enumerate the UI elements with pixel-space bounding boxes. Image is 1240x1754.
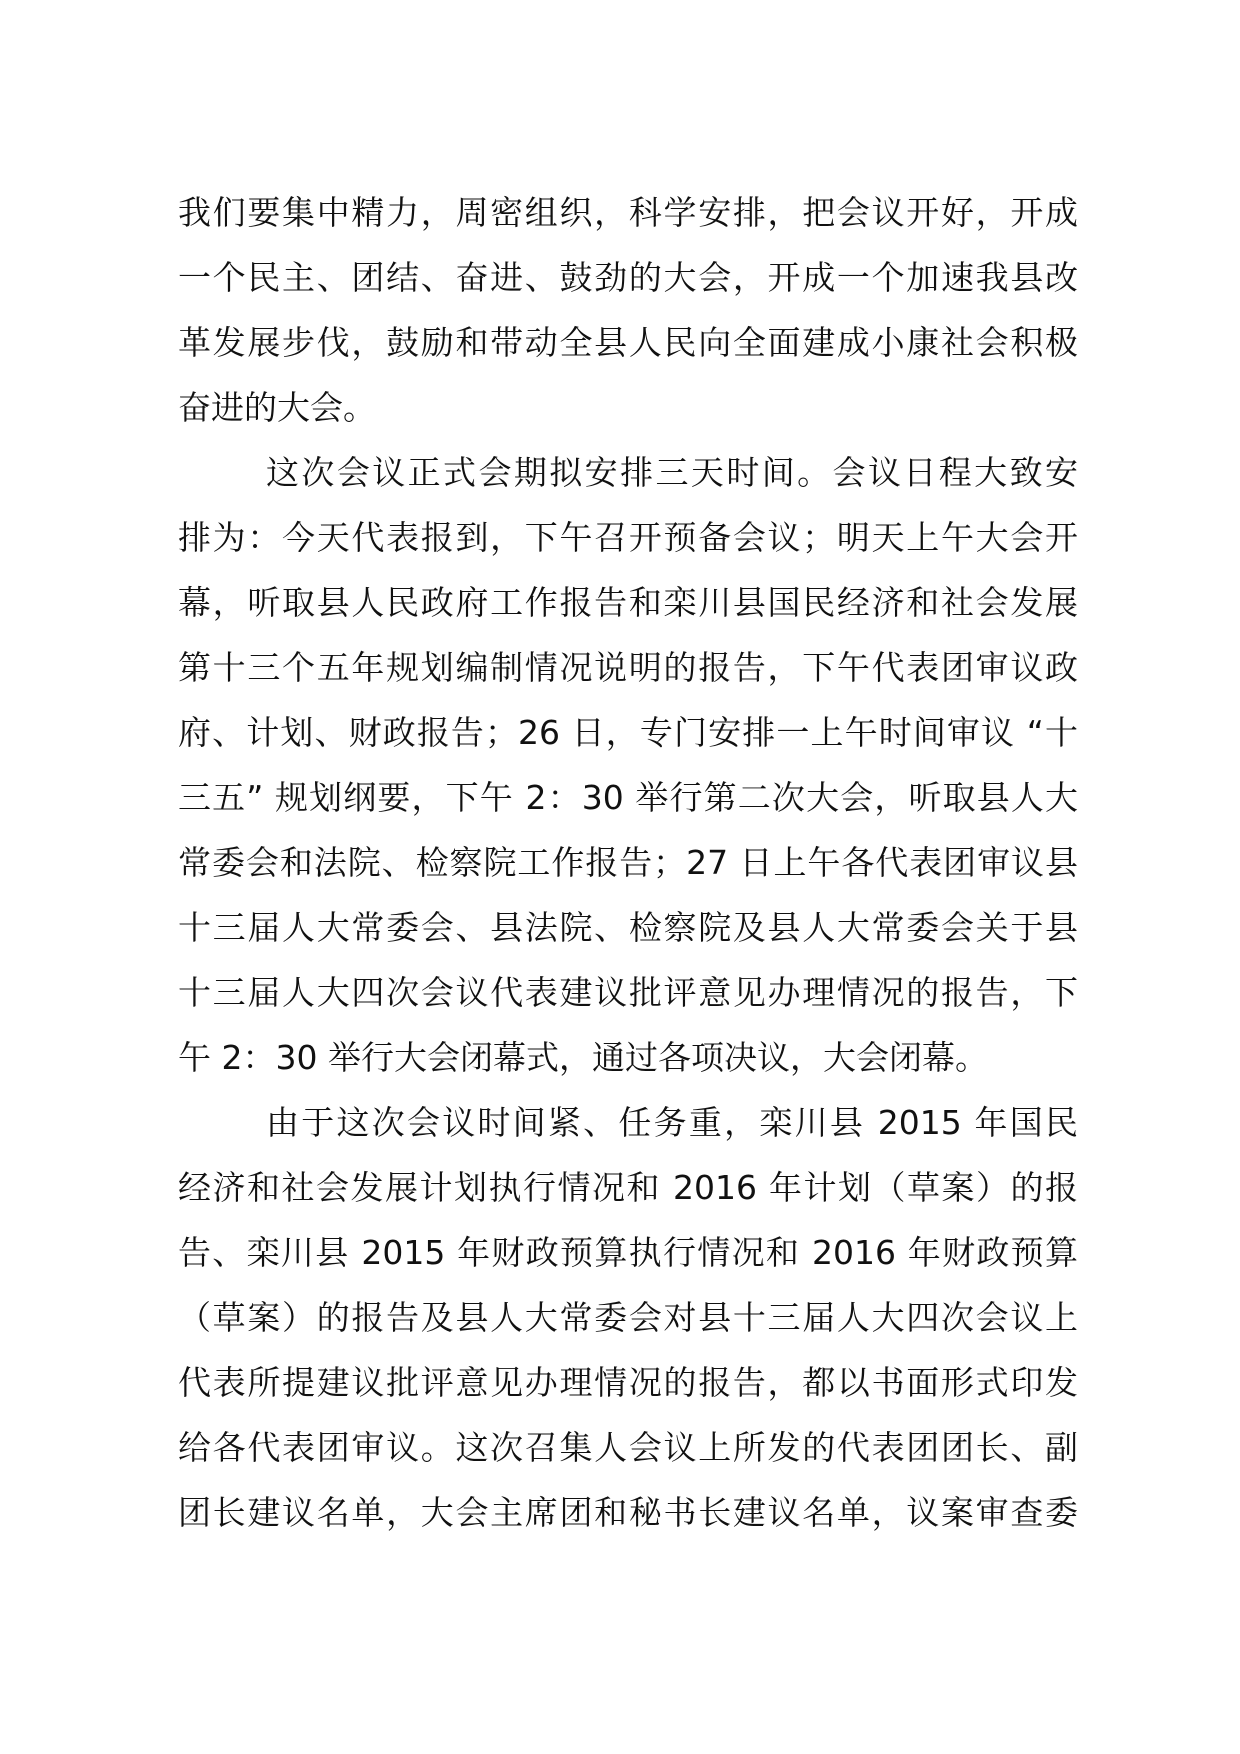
paragraph-3 <box>178 1090 1078 1545</box>
text-line: 奋进的大会。 <box>178 388 376 427</box>
text-line: 三五” 规划纲要，下午 2：30 举行第二次大会，听取县人大 <box>178 778 1078 817</box>
text-line: （草案）的报告及县人大常委会对县十三届人大四次会议上 <box>178 1298 1078 1337</box>
text-line: 由于这次会议时间紧、任务重，栾川县 2015 年国民 <box>266 1103 1078 1142</box>
text-line: 十三届人大常委会、县法院、检察院及县人大常委会关于县 <box>178 908 1078 947</box>
text-line: 革发展步伐，鼓励和带动全县人民向全面建成小康社会积极 <box>178 323 1078 362</box>
paragraph-1 <box>178 180 1078 440</box>
text-line: 代表所提建议批评意见办理情况的报告，都以书面形式印发 <box>178 1363 1078 1402</box>
text-line: 府、计划、财政报告；26 日，专门安排一上午时间审议 “十 <box>178 713 1078 752</box>
text-line: 我们要集中精力，周密组织，科学安排，把会议开好，开成 <box>178 193 1078 232</box>
text-line: 一个民主、团结、奋进、鼓劲的大会，开成一个加速我县改 <box>178 258 1078 297</box>
text-line: 午 2：30 举行大会闭幕式，通过各项决议，大会闭幕。 <box>178 1038 988 1077</box>
text-line: 常委会和法院、检察院工作报告；27 日上午各代表团审议县 <box>178 843 1078 882</box>
paragraph-2 <box>178 440 1078 1090</box>
text-line: 团长建议名单，大会主席团和秘书长建议名单，议案审查委 <box>178 1493 1078 1532</box>
text-line: 排为：今天代表报到，下午召开预备会议；明天上午大会开 <box>178 518 1078 557</box>
document-body <box>178 180 1078 1545</box>
text-line: 告、栾川县 2015 年财政预算执行情况和 2016 年财政预算 <box>178 1233 1078 1272</box>
text-line: 这次会议正式会期拟安排三天时间。会议日程大致安 <box>266 453 1078 492</box>
text-line: 十三届人大四次会议代表建议批评意见办理情况的报告，下 <box>178 973 1078 1012</box>
text-line: 经济和社会发展计划执行情况和 2016 年计划（草案）的报 <box>178 1168 1078 1207</box>
text-line: 幕，听取县人民政府工作报告和栾川县国民经济和社会发展 <box>178 583 1078 622</box>
text-line: 第十三个五年规划编制情况说明的报告，下午代表团审议政 <box>178 648 1078 687</box>
text-line: 给各代表团审议。这次召集人会议上所发的代表团团长、副 <box>178 1428 1078 1467</box>
